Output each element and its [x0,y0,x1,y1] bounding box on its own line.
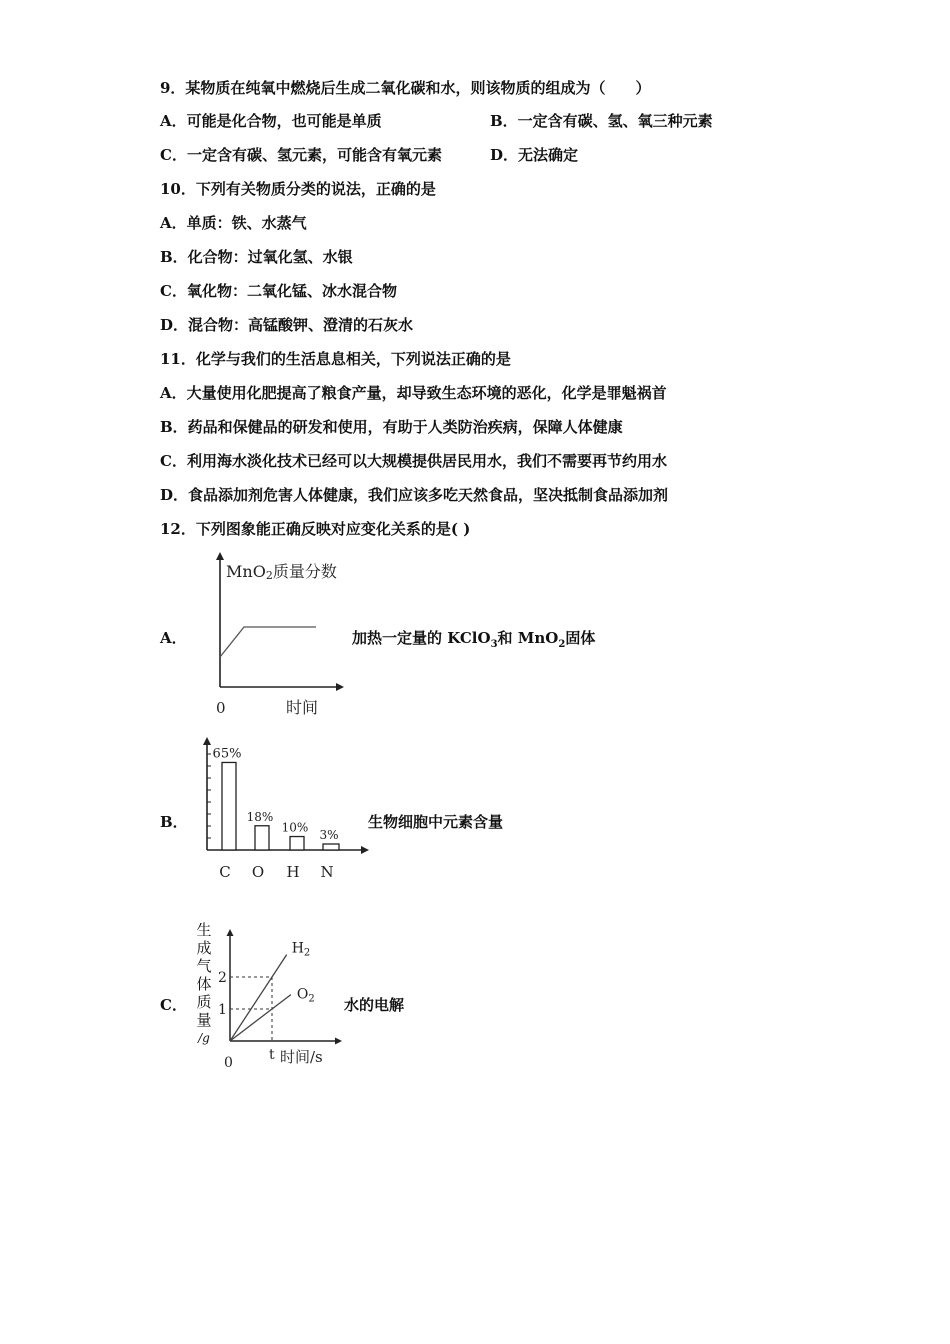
x-tick-label: C [219,863,231,881]
bar-C [222,762,236,850]
bar-value-label: 10% [281,820,309,835]
series-line-O2 [230,995,291,1041]
q11-option-d: D．食品添加剂危害人体健康，我们应该多吃天然食品，坚决抵制食品添加剂 [160,486,669,504]
q12-option-b-desc: 生物细胞中元素含量 [368,813,504,831]
graph-a [200,550,360,725]
q10-option-c: C．氧化物：二氧化锰、冰水混合物 [160,282,397,300]
bar-H [290,837,304,850]
q12-option-c-label: C． [160,996,187,1014]
series-label: $O_2$ [296,986,315,1005]
bar-value-label: 3% [319,828,339,842]
graph-c-y-label: 生 成 气 体 质 量 /g [196,921,212,1045]
series-line-H2 [230,955,287,1041]
q9-option-d: D．无法确定 [490,146,579,164]
q11-option-c: C．利用海水淡化技术已经可以大规模提供居民用水，我们不需要再节约用水 [160,452,667,470]
graph-b [195,735,375,885]
q9-option-a: A．可能是化合物，也可能是单质 [160,112,382,130]
q9-option-b: B．一定含有碳、氢、氧三种元素 [490,112,713,130]
q12-option-c-desc: 水的电解 [344,996,405,1014]
graph-c [212,925,352,1075]
q12-option-a-label: A． [160,629,187,647]
q10-option-b: B．化合物：过氧化氢、水银 [160,248,353,266]
q12-option-b-label: B． [160,813,188,831]
bar-N [323,844,339,850]
t-tick-label: t [269,1047,275,1063]
q12-option-a-desc: 加热一定量的 KClO$_3$和 MnO$_2$固体 [352,629,596,650]
y-tick-label: 1 [218,1002,227,1018]
bar-O [255,826,269,850]
x-tick-label: N [320,863,334,881]
q11-option-a: A．大量使用化肥提高了粮食产量，却导致生态环境的恶化，化学是罪魁祸首 [160,384,667,402]
graph-c-x-label: 时间/s [280,1048,323,1066]
bar-value-label: 65% [212,746,242,762]
graph-a-x-label: 时间 [286,698,319,717]
q10-stem: 10．下列有关物质分类的说法，正确的是 [160,180,436,198]
y-tick-label: 2 [218,970,227,986]
q10-option-d: D．混合物：高锰酸钾、澄清的石灰水 [160,316,414,334]
x-tick-label: H [286,863,300,881]
graph-c-origin: 0 [224,1055,233,1071]
q9-stem: 9．某物质在纯氧中燃烧后生成二氧化碳和水，则该物质的组成为（ ） [160,79,651,97]
q11-stem: 11．化学与我们的生活息息相关，下列说法正确的是 [160,350,511,368]
q12-stem: 12．下列图象能正确反映对应变化关系的是( ) [160,520,471,538]
q9-option-c: C．一定含有碳、氢元素，可能含有氧元素 [160,146,442,164]
graph-a-series-line [220,627,316,657]
bar-value-label: 18% [246,809,274,824]
series-label: $H_2$ [291,940,311,959]
q11-option-b: B．药品和保健品的研发和使用，有助于人类防治疾病，保障人体健康 [160,418,623,436]
x-tick-label: O [251,863,265,881]
graph-a-y-label: MnO2质量分数 [226,562,337,582]
graph-a-origin: 0 [216,699,226,717]
q10-option-a: A．单质：铁、水蒸气 [160,214,307,232]
